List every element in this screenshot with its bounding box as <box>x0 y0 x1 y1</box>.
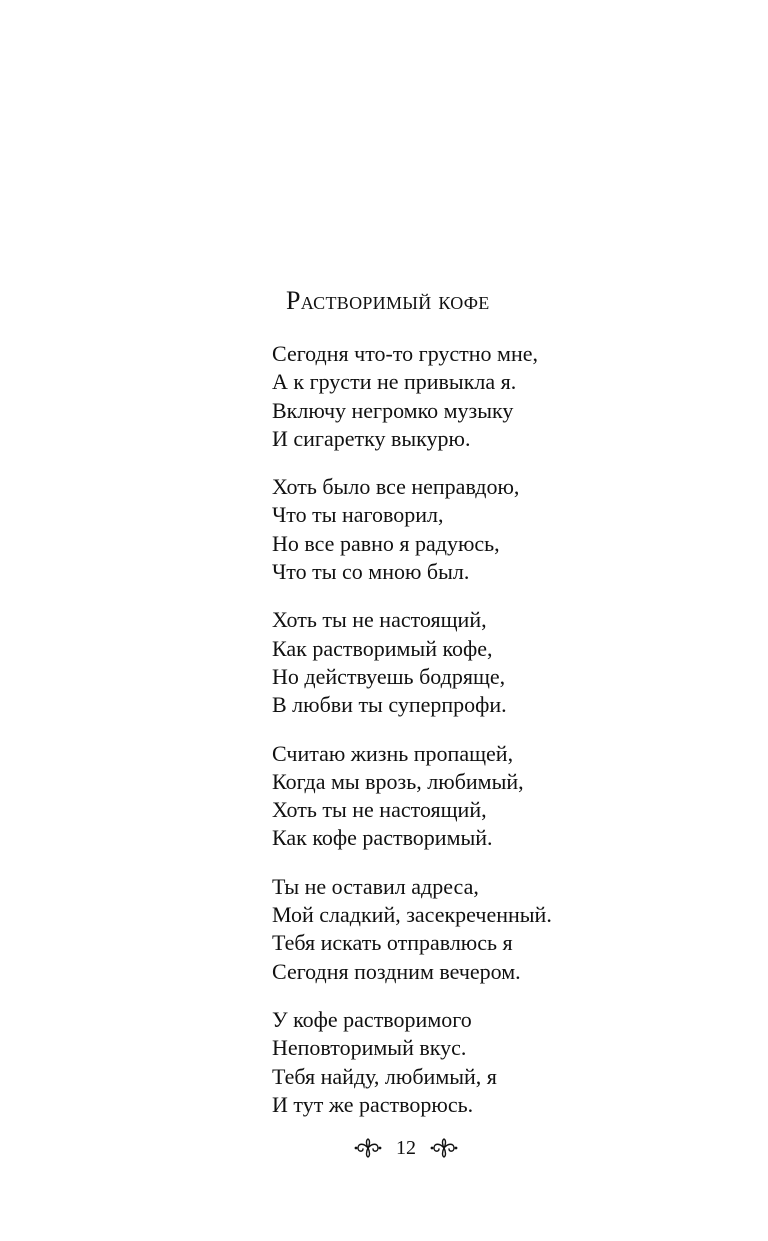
poem-line: Сегодня поздним вечером. <box>272 958 521 984</box>
page-footer <box>0 1134 768 1162</box>
poem-body <box>272 340 732 1139</box>
poem-line: Хоть ты не настоящий, <box>272 797 487 823</box>
poem-line: Когда мы врозь, любимый, <box>272 768 524 794</box>
poem-line: Включу негромко музыку <box>272 397 514 423</box>
stanza-6 <box>272 1006 732 1119</box>
poem-line: И тут же растворюсь. <box>272 1091 474 1117</box>
poem-line: Сегодня что-то грустно мне, <box>272 341 539 366</box>
poem-line: Мой сладкий, засекреченный. <box>272 902 552 928</box>
flourish-ornament-icon <box>354 1137 382 1159</box>
poem-line: Неповторимый вкус. <box>272 1035 467 1061</box>
poem-line: Но все равно я радуюсь, <box>272 530 500 556</box>
poem-line: Что ты наговорил, <box>272 502 444 528</box>
poem-line: У кофе растворимого <box>272 1006 472 1032</box>
flourish-ornament-icon <box>430 1137 458 1159</box>
poem-line: Что ты со мною был. <box>272 559 470 585</box>
poem-line: Тебя найду, любимый, я <box>272 1063 497 1089</box>
poem-line: Хоть ты не настоящий, <box>272 607 487 633</box>
stanza-4 <box>272 740 732 853</box>
poem-line: В любви ты суперпрофи. <box>272 692 507 718</box>
poem-line: Как растворимый кофе, <box>272 635 493 661</box>
stanza-1 <box>272 340 732 453</box>
folio <box>354 1134 458 1162</box>
poem-title: Растворимый кофе <box>286 286 490 315</box>
poem-line: И сигаретку выкурю. <box>272 425 471 451</box>
poem-line: Тебя искать отправлюсь я <box>272 930 513 956</box>
stanza-2 <box>272 473 732 586</box>
poem-line: Хоть было все неправдою, <box>272 474 520 500</box>
poem-line: Считаю жизнь пропащей, <box>272 740 514 766</box>
stanza-5 <box>272 873 732 986</box>
page-number: 12 <box>396 1137 416 1159</box>
poem-line: Но действуешь бодряще, <box>272 663 506 689</box>
stanza-3 <box>272 606 732 719</box>
poem-line: А к грусти не привыкла я. <box>272 369 517 395</box>
poem-line: Ты не оставил адреса, <box>272 873 479 899</box>
poem-line: Как кофе растворимый. <box>272 825 493 851</box>
